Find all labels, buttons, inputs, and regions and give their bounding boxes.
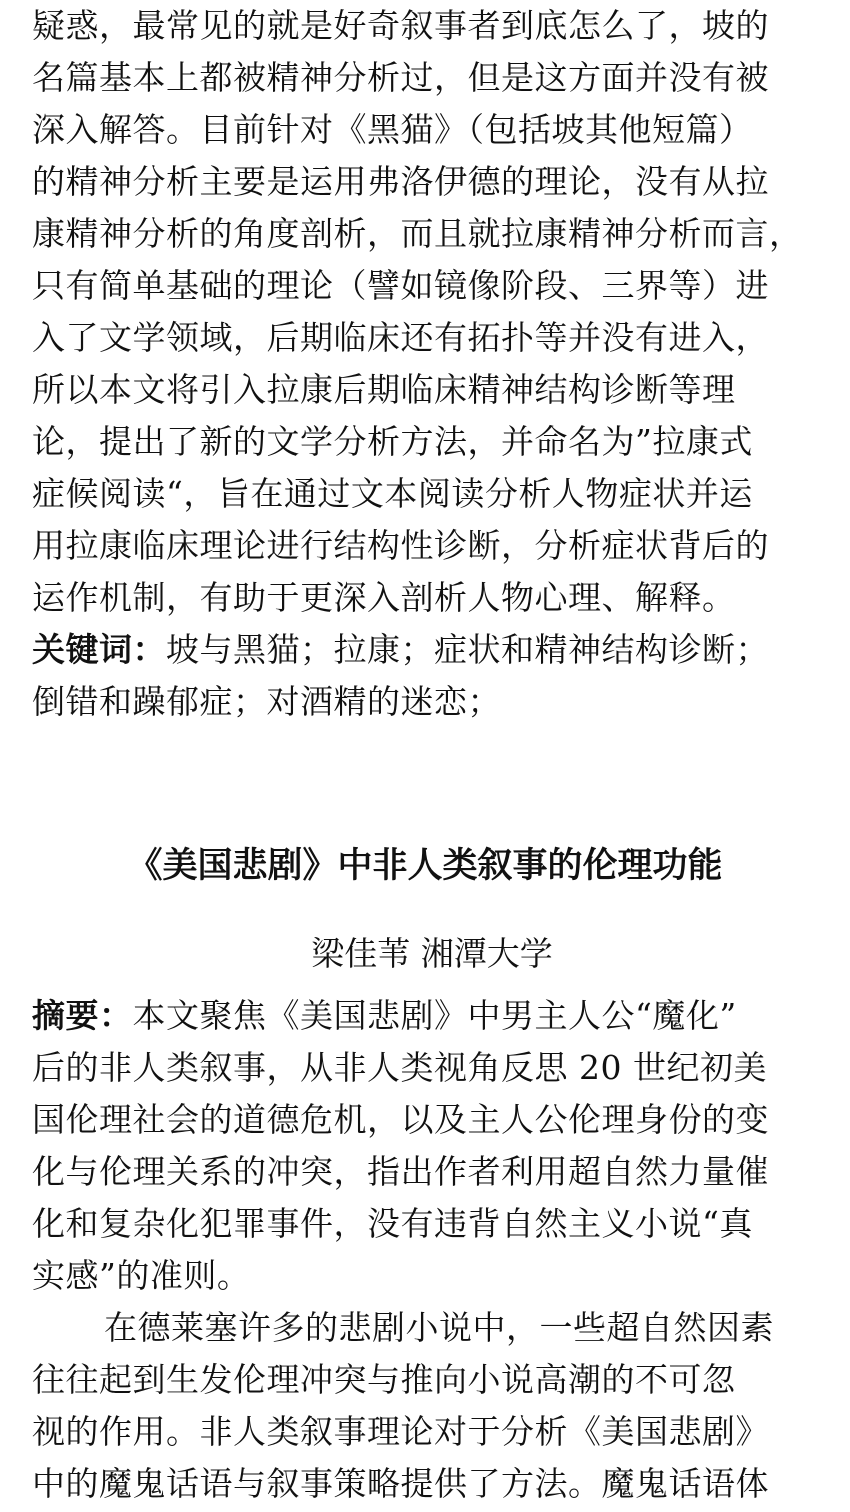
text-line: 运作机制，有助于更深入剖析人物心理、解释。 xyxy=(32,578,736,617)
text-line: 用拉康临床理论进行结构性诊断，分析症状背后的 xyxy=(32,526,769,565)
text-line: 国伦理社会的道德危机，以及主人公伦理身份的变 xyxy=(32,1100,769,1139)
paper-section xyxy=(32,840,832,1510)
text-line: 入了文学领域，后期临床还有拓扑等并没有进入， xyxy=(32,318,769,357)
body-paragraph xyxy=(32,1302,832,1510)
text-line: 名篇基本上都被精神分析过，但是这方面并没有被 xyxy=(32,58,769,97)
paper-title: 《美国悲剧》中非人类叙事的伦理功能 xyxy=(127,846,723,886)
abstract xyxy=(32,990,832,1302)
page-content xyxy=(32,0,832,1510)
author-spacer xyxy=(32,980,832,990)
section-spacer xyxy=(32,728,832,840)
text-line: 只有简单基础的理论（譬如镜像阶段、三界等）进 xyxy=(32,266,769,305)
text-line: 论，提出了新的文学分析方法，并命名为”拉康式 xyxy=(32,422,753,461)
text-line: 往往起到生发伦理冲突与推向小说高潮的不可忽 xyxy=(32,1360,736,1399)
title-spacer xyxy=(32,892,832,928)
text-line: 深入解答。目前针对《黑猫》（包括坡其他短篇） xyxy=(32,110,753,149)
text-line: 症候阅读“，旨在通过文本阅读分析人物症状并运 xyxy=(32,474,753,513)
previous-abstract xyxy=(32,0,832,728)
keywords-label: 关键词： xyxy=(32,630,166,669)
abstract-text: 本文聚焦《美国悲剧》中男主人公“魔化” xyxy=(132,996,737,1035)
abstract-first-line xyxy=(32,990,832,1042)
keywords-line xyxy=(32,624,832,676)
text-line: 疑惑，最常见的就是好奇叙事者到底怎么了，坡的 xyxy=(32,6,769,45)
text-line: 化与伦理关系的冲突，指出作者利用超自然力量催 xyxy=(32,1152,769,1191)
text-line: 后的非人类叙事，从非人类视角反思 20 世纪初美 xyxy=(32,1048,767,1087)
paper-author: 梁佳苇 湘潭大学 xyxy=(311,934,553,973)
text-line: 化和复杂化犯罪事件，没有违背自然主义小说“真 xyxy=(32,1204,753,1243)
keywords-text: 坡与黑猫；拉康；症状和精神结构诊断； xyxy=(166,630,769,669)
abstract-label: 摘要： xyxy=(32,996,133,1035)
text-line: 实感”的准则。 xyxy=(32,1256,251,1295)
text-line: 视的作用。非人类叙事理论对于分析《美国悲剧》 xyxy=(32,1412,769,1451)
text-line: 康精神分析的角度剖析，而且就拉康精神分析而言， xyxy=(32,214,803,253)
keywords-line-2: 倒错和躁郁症；对酒精的迷恋； xyxy=(32,682,501,721)
text-line: 中的魔鬼话语与叙事策略提供了方法。魔鬼话语体 xyxy=(32,1464,769,1503)
text-line: 所以本文将引入拉康后期临床精神结构诊断等理 xyxy=(32,370,736,409)
text-line: 的精神分析主要是运用弗洛伊德的理论，没有从拉 xyxy=(32,162,769,201)
text-line: 在德莱塞许多的悲剧小说中，一些超自然因素 xyxy=(104,1308,774,1347)
